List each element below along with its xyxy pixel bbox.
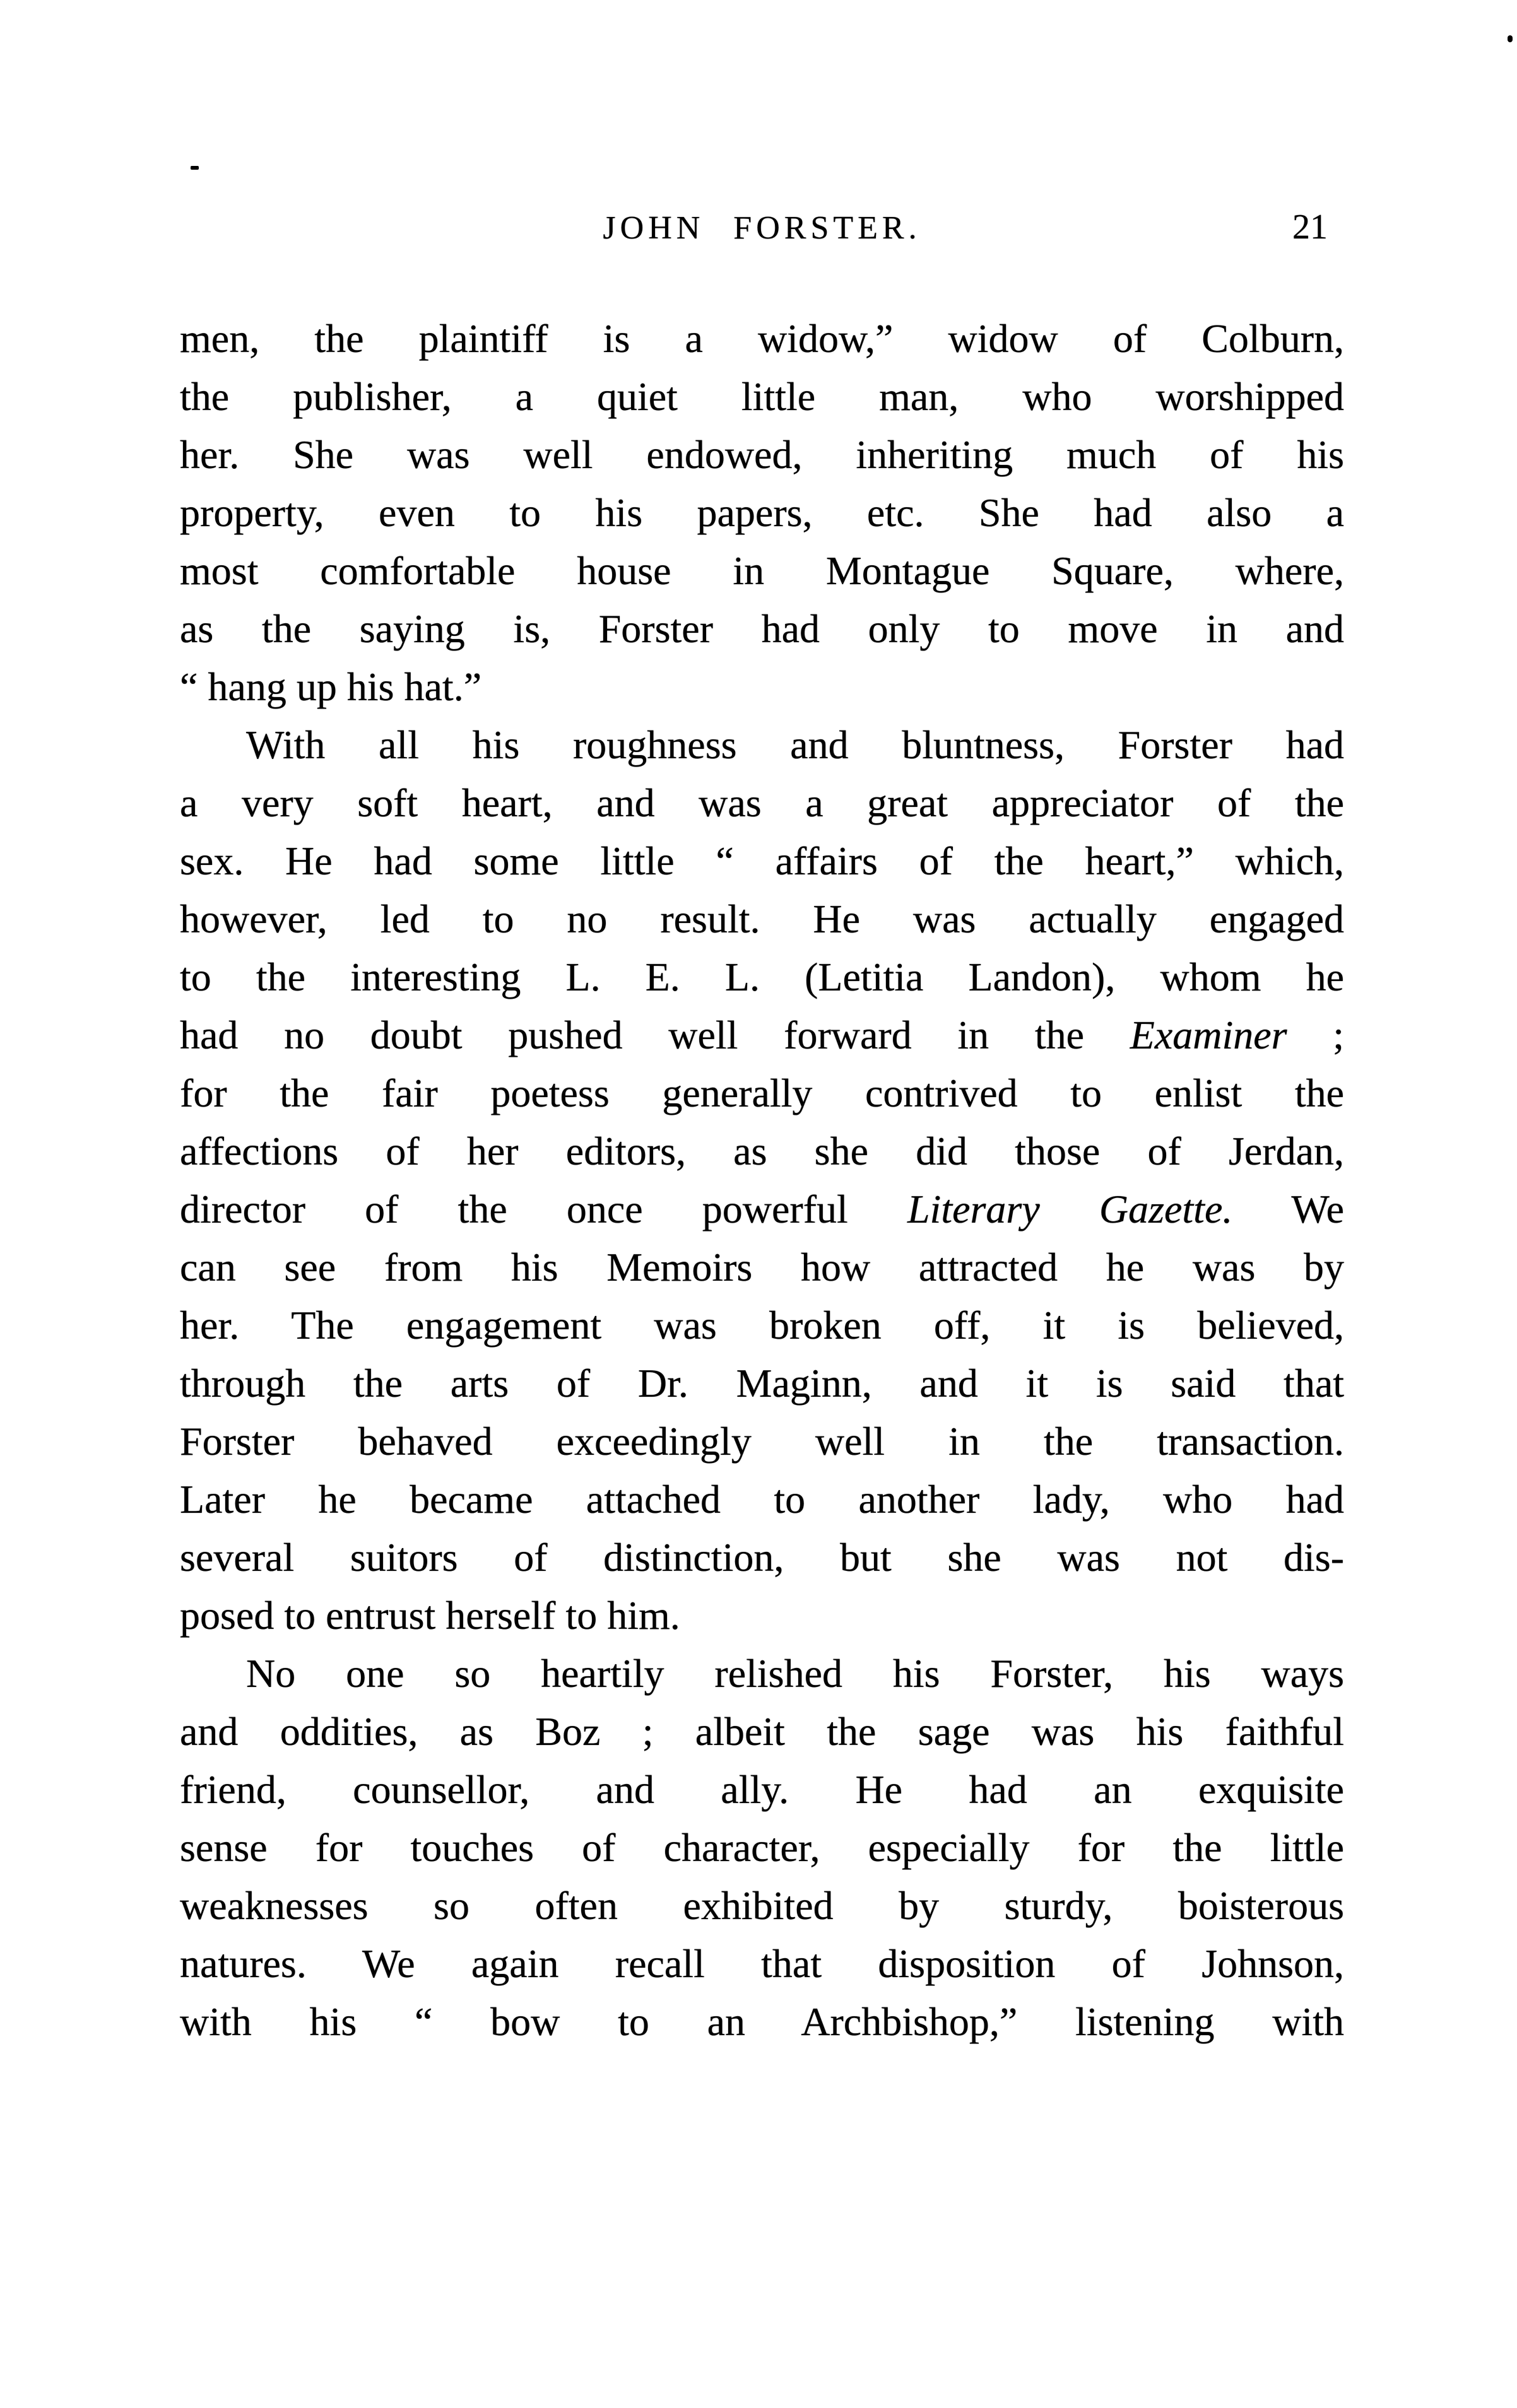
text-line: her. She was well endowed, inheriting much of his: [180, 432, 1344, 477]
text-line: through the arts of Dr. Maginn, and it is said that: [180, 1361, 1344, 1406]
text-line: “ hang up his hat.”: [180, 664, 482, 709]
text-line: the publisher, a quiet little man, who worshipped: [180, 374, 1344, 419]
text-line: to the interesting L. E. L. (Letitia Landon), whom he: [180, 954, 1344, 999]
text-line: friend, counsellor, and ally. He had an exquisite: [180, 1767, 1344, 1812]
running-header: [180, 209, 1344, 260]
text-line: a very soft heart, and was a great appreciator of the: [180, 780, 1344, 825]
text-line: however, led to no result. He was actually engaged: [180, 896, 1344, 941]
text-line: men, the plaintiff is a widow,” widow of Colburn,: [180, 316, 1344, 361]
text-line: posed to entrust herself to him.: [180, 1593, 680, 1638]
text-line: can see from his Memoirs how attracted he was by: [180, 1245, 1344, 1289]
text-line: with his “ bow to an Archbishop,” listening with: [180, 1999, 1344, 2044]
text-line: for the fair poetess generally contrived to enlist the: [180, 1071, 1344, 1115]
text-line: weaknesses so often exhibited by sturdy, boisterous: [180, 1883, 1344, 1928]
text-line: most comfortable house in Montague Square, where,: [180, 548, 1344, 593]
text-line: sense for touches of character, especially for the little: [180, 1825, 1344, 1870]
text-line: property, even to his papers, etc. She had also a: [180, 490, 1344, 535]
text-line: No one so heartily relished his Forster, his ways: [246, 1651, 1344, 1696]
text-line: as the saying is, Forster had only to move in and: [180, 606, 1344, 651]
text-line: had no doubt pushed well forward in the Examiner ;: [180, 1013, 1344, 1057]
text-line: With all his roughness and bluntness, Forster had: [246, 722, 1344, 767]
text-line: natures. We again recall that disposition of Johnson,: [180, 1941, 1344, 1986]
chapter-title: JOHN FORSTER.: [603, 210, 921, 246]
text-line: affections of her editors, as she did those of Jerdan,: [180, 1129, 1344, 1173]
page-body-text: [180, 310, 1344, 2051]
scan-ink-speck-artifact: [1508, 35, 1513, 42]
text-line: her. The engagement was broken off, it is believed,: [180, 1303, 1344, 1348]
text-line: director of the once powerful Literary Gazette. We: [180, 1187, 1345, 1231]
text-line: several suitors of distinction, but she was not dis-: [180, 1535, 1344, 1580]
text-line: and oddities, as Boz ; albeit the sage was his faithful: [180, 1709, 1344, 1754]
page-number: 21: [1292, 208, 1328, 247]
text-line: Forster behaved exceedingly well in the transaction.: [180, 1419, 1344, 1464]
scan-ink-dash-artifact: [191, 166, 199, 170]
text-line: sex. He had some little “ affairs of the heart,” which,: [180, 838, 1344, 883]
text-line: Later he became attached to another lady, who had: [180, 1477, 1344, 1522]
